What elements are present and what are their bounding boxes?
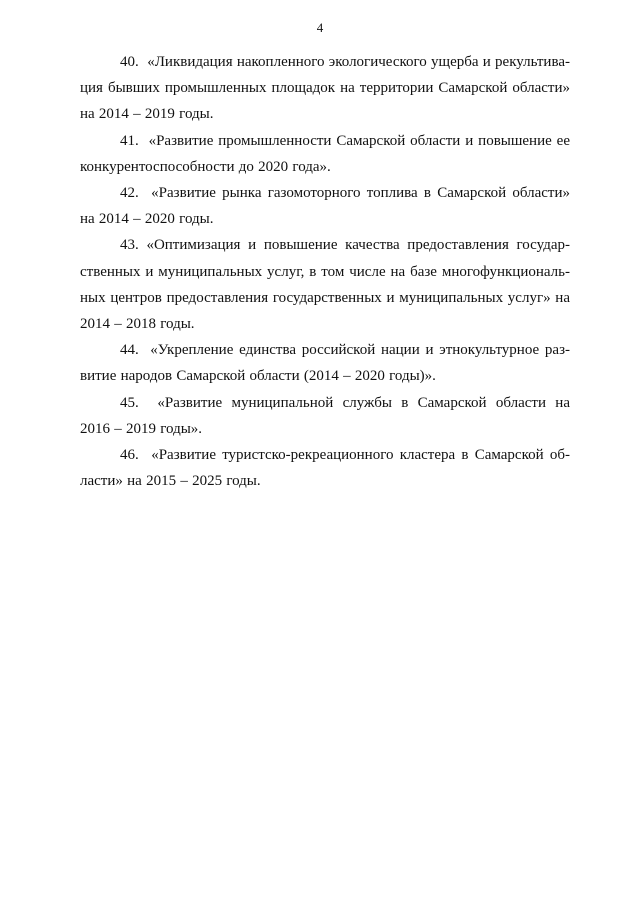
list-item-44: 44. «Укрепление единства российской нации и этнокультурное развитие народов Самарской области (2014 – 2020 годы)».: [80, 342, 570, 385]
list-item-43: 43. «Оптимизация и повышение качества предоставления государственных и муниципальных услуг, в том числе на базе многофункциональных центров предоставления государственных и муниципальных услуг» на 2014 – 2018 годы.: [80, 237, 570, 333]
document-body: [80, 49, 570, 494]
list-item-41: 41. «Развитие промышленности Самарской области и повышение ее конкурентоспособности до 2020 года».: [80, 132, 570, 175]
list-item-46: 46. «Развитие туристско-рекреационного кластера в Самарской области» на 2015 – 2025 годы.: [80, 447, 570, 490]
list-item-42: 42. «Развитие рынка газомоторного топлива в Самарской области» на 2014 – 2020 годы.: [80, 185, 570, 228]
page-number: 4: [316, 20, 324, 35]
list-item-45: 45. «Развитие муниципальной службы в Самарской области на 2016 – 2019 годы».: [80, 394, 570, 437]
list-item-40: 40. «Ликвидация накопленного экологического ущерба и рекультивация бывших промышленных площадок на территории Самарской области» на 2014 – 2019 годы.: [80, 54, 571, 123]
